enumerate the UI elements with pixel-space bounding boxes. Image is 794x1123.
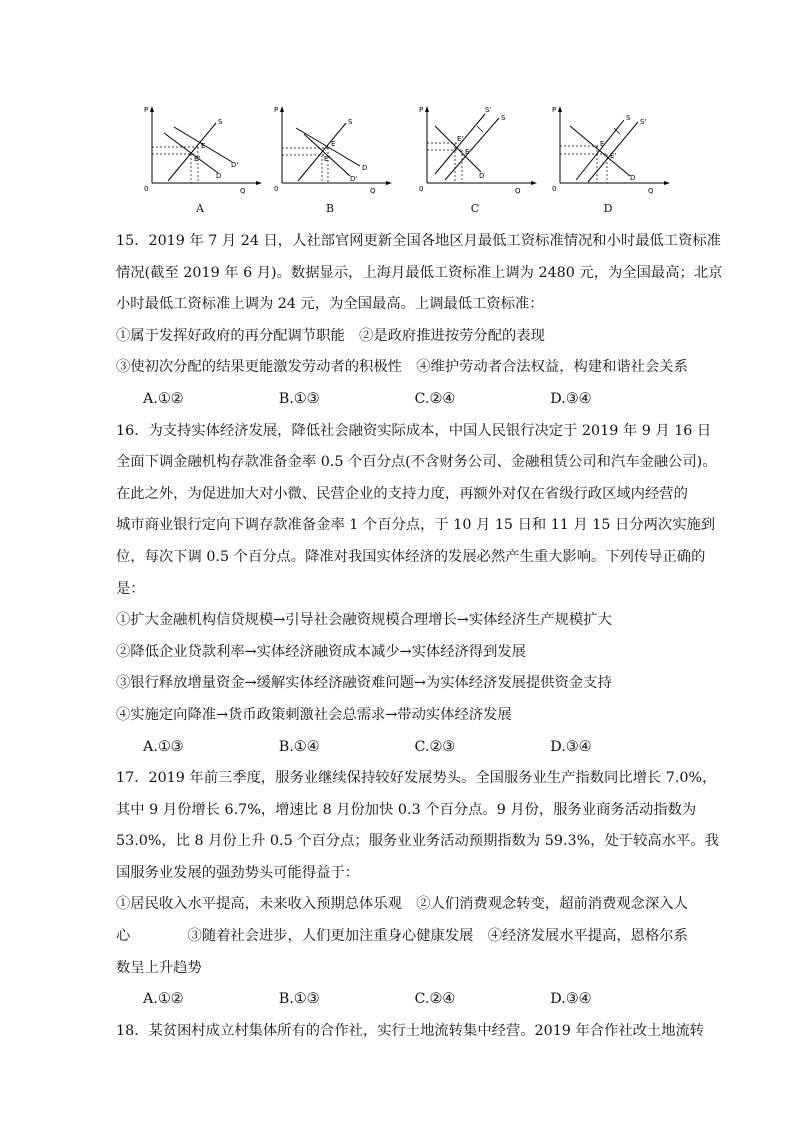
graph-a-origin-label: 0 [144, 185, 149, 193]
q15-line: ①属于发挥好政府的再分配调节职能 ②是政府推进按劳分配的表现 [116, 327, 545, 344]
q17-option-d: D.③④ [550, 991, 592, 1008]
q16-line: ②降低企业贷款利率→实体经济融资成本减少→实体经济得到发展 [116, 643, 526, 660]
q15-option-c: C.②④ [414, 390, 456, 407]
graph-c-e-label: E [465, 148, 470, 156]
supply-demand-graphs [0, 98, 794, 218]
graph-d-e2-label: E' [610, 152, 617, 160]
graph-b-s-label: S [348, 118, 353, 126]
question-18 [116, 1016, 705, 1048]
graph-d-p-label: P [552, 106, 557, 114]
graph-c-s2-label: S' [485, 106, 492, 114]
q17-option-a: A.①② [143, 991, 184, 1008]
q17-line: 国服务业发展的强劲势头可能得益于： [116, 864, 360, 881]
graph-d-s2-label: S' [640, 118, 647, 126]
graph-c-figure [405, 98, 545, 198]
graph-b-q-label: Q [370, 187, 376, 195]
graph-a-q-label: Q [240, 187, 246, 195]
q15-line: 15．2019 年 7 月 24 日，人社部官网更新全国各地区月最低工资标准情况和小时最低工资标准 [116, 233, 721, 249]
q17-line: 53.0%，比 8 月份上升 0.5 个百分点；服务业业务活动预期指数为 59.3%，处于较高水平。我 [116, 833, 719, 850]
q17-option-b: B.①③ [278, 991, 320, 1008]
q16-line: ④实施定向降准→货币政策刺激社会总需求→带动实体经济发展 [116, 706, 512, 723]
q17-line: ①居民收入水平提高，未来收入预期总体乐观 ②人们消费观念转变，超前消费观念深入人 [116, 896, 688, 913]
graph-c-origin-label: 0 [419, 185, 424, 193]
q16-option-a: A.①③ [143, 738, 184, 755]
graph-b-origin-label: 0 [274, 185, 279, 193]
graph-a [130, 98, 270, 218]
graph-d-s-label: S [626, 114, 631, 122]
graph-c [405, 98, 545, 218]
q16-line: 城市商业银行定向下调存款准备金率 1 个百分点，于 10 月 15 日和 11 月 15 日分两次实施到 [116, 517, 716, 534]
question-content [116, 226, 723, 1047]
graph-c-caption: C [470, 202, 480, 215]
q16-line: ①扩大金融机构信贷规模→引导社会融资规模合理增长→实体经济生产规模扩大 [116, 612, 612, 629]
graph-b-e-label: E [331, 140, 336, 148]
q16-line: 是： [116, 580, 145, 597]
q17-options [116, 984, 686, 1016]
question-17 [116, 763, 719, 1016]
q15-line: 情况(截至 2019 年 6 月)。数据显示，上海月最低工资标准上调为 2480 元，为全国最高；北京 [116, 264, 723, 281]
q17-line: 心 ③随着社会进步，人们更加注重身心健康发展 ④经济发展水平提高，恩格尔系 [116, 928, 688, 945]
q16-options [116, 732, 686, 764]
graph-a-d-label: D [216, 172, 222, 180]
graph-d-d-label: D [630, 174, 636, 182]
graph-d-e-label: E [600, 140, 605, 148]
q17-line: 其中 9 月份增长 6.7%，增速比 8 月份加快 0.3 个百分点。9 月份，服务业商务活动指数为 [116, 801, 697, 818]
q15-line: 小时最低工资标准上调为 24 元，为全国最高。上调最低工资标准： [116, 296, 544, 313]
q15-option-d: D.③④ [550, 390, 592, 407]
graph-a-p-label: P [144, 106, 149, 114]
graph-a-s-label: S [218, 118, 223, 126]
graph-d-figure [538, 98, 678, 198]
graph-b-caption: B [325, 202, 335, 215]
question-15 [116, 226, 723, 416]
q16-line: 全面下调金融机构存款准备金率 0.5 个百分点(不含财务公司、金融租赁公司和汽车金融公司)。 [116, 454, 717, 471]
graph-a-figure [130, 98, 270, 198]
graph-d [538, 98, 678, 218]
q16-option-d: D.③④ [550, 738, 592, 755]
graph-a-e2-label: E' [194, 155, 201, 163]
q16-line: 16．为支持实体经济发展，降低社会融资实际成本，中国人民银行决定于 2019 年 9 月 16 日 [116, 422, 712, 439]
q17-line: 数呈上升趋势 [116, 959, 202, 976]
graph-c-d-label: D [479, 172, 485, 180]
graph-d-q-label: Q [648, 187, 654, 195]
q17-line: 17．2019 年前三季度，服务业继续保持较好发展势头。全国服务业生产指数同比增长 7.0%， [116, 770, 717, 787]
q15-options [116, 384, 686, 416]
graph-b-d2-label: D' [350, 175, 358, 183]
graph-b-figure [260, 98, 400, 198]
q16-line: 在此之外，为促进加大对小微、民营企业的支持力度，再额外对仅在省级行政区域内经营的 [116, 485, 688, 502]
graph-c-e2-label: E' [457, 135, 464, 143]
q16-option-c: C.②③ [414, 738, 456, 755]
graph-b-p-label: P [274, 106, 279, 114]
graph-c-s-label: S [501, 114, 506, 122]
question-16 [116, 416, 717, 764]
q16-line: 位，每次下调 0.5 个百分点。降准对我国实体经济的发展必然产生重大影响。下列传导正确的 [116, 548, 706, 565]
graph-a-caption: A [196, 202, 204, 215]
graph-d-caption: D [603, 202, 613, 215]
graph-c-p-label: P [419, 106, 424, 114]
q15-line: ③使初次分配的结果更能激发劳动者的积极性 ④维护劳动者合法权益，构建和谐社会关系 [116, 359, 688, 376]
q15-option-a: A.①② [143, 390, 184, 407]
q16-line: ③银行释放增量资金→缓解实体经济融资难问题→为实体经济发展提供资金支持 [116, 675, 612, 692]
graph-b [260, 98, 400, 218]
q15-option-b: B.①③ [278, 390, 320, 407]
q17-option-c: C.②④ [414, 991, 456, 1008]
q16-option-b: B.①④ [278, 738, 320, 755]
graph-a-e-label: E [201, 142, 206, 150]
graph-d-origin-label: 0 [552, 185, 557, 193]
q18-line: 18．某贫困村成立村集体所有的合作社，实行土地流转集中经营。2019 年合作社改土地流转 [116, 1022, 705, 1039]
graph-b-e2-label: E' [324, 155, 331, 163]
graph-b-d-label: D [362, 164, 368, 172]
graph-c-q-label: Q [515, 187, 521, 195]
graph-a-d2-label: D' [231, 161, 239, 169]
